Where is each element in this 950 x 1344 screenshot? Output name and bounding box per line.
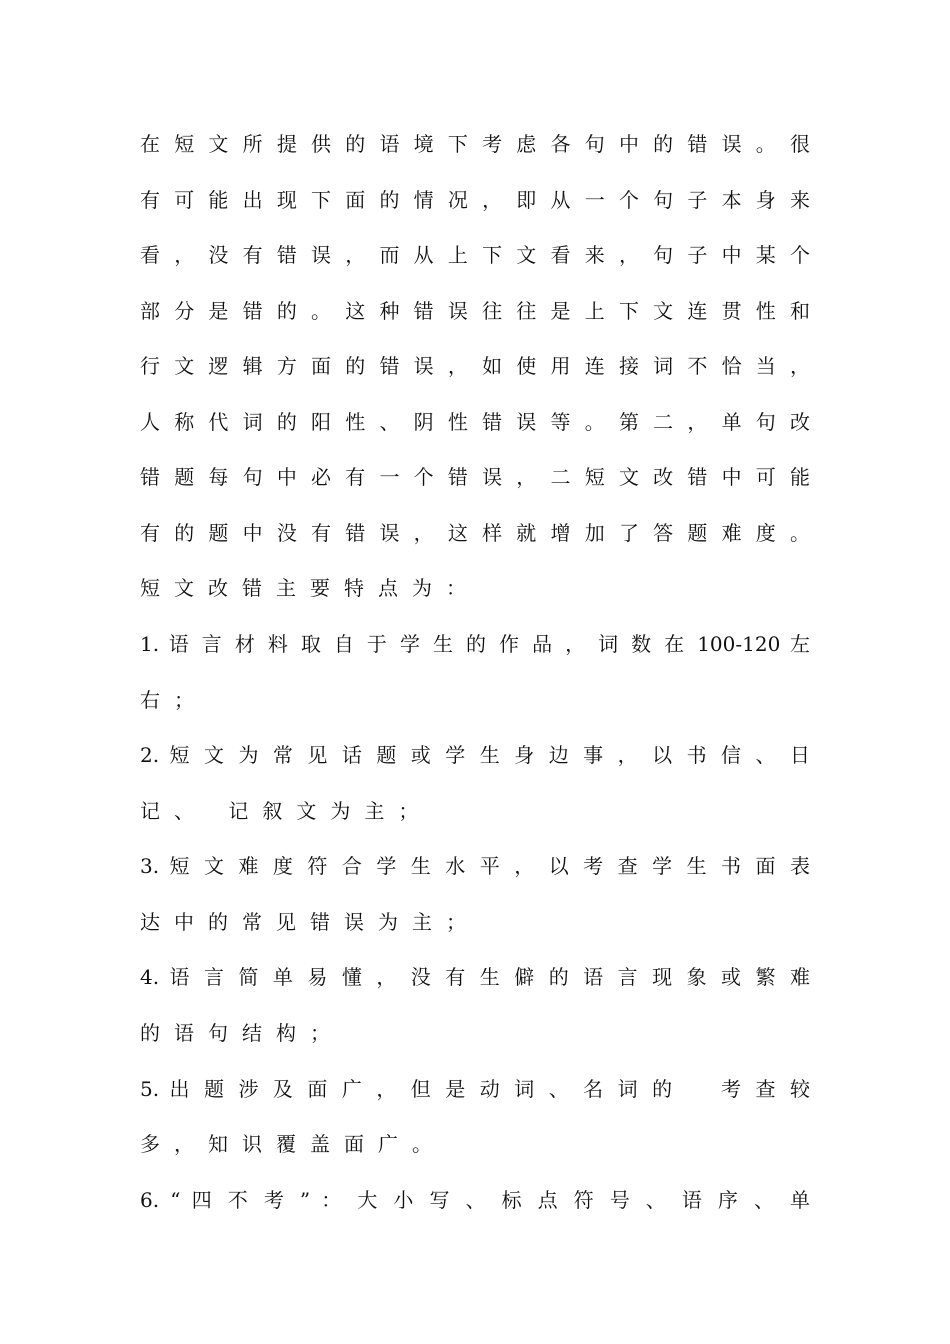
text-line-1: 在 短 文 所 提 供 的 语 境 下 考 虑 各 句 中 的 错 误 。 很 [140, 132, 810, 156]
text-line-8: 有 的 题 中 没 有 错 误 ， 这 样 就 增 加 了 答 题 难 度 。 [140, 521, 810, 545]
list-item-1-line-1: 1. 语 言 材 料 取 自 于 学 生 的 作 品 ， 词 数 在 100-120 左 [140, 632, 810, 656]
list-item-4-line-2: 的语句结构； [140, 1021, 344, 1045]
list-item-4-line-1: 4. 语 言 简 单 易 懂 ， 没 有 生 僻 的 语 言 现 象 或 繁 难 [140, 965, 810, 989]
text-line-6: 人 称 代 词 的 阳 性 、 阴 性 错 误 等 。 第 二 ， 单 句 改 [140, 410, 810, 434]
text-line-4: 部 分 是 错 的 。 这 种 错 误 往 往 是 上 下 文 连 贯 性 和 [140, 299, 810, 323]
list-item-1-line-2: 右； [140, 688, 208, 712]
text-line-3: 看 ， 没 有 错 误 ， 而 从 上 下 文 看 来 ， 句 子 中 某 个 [140, 243, 810, 267]
list-item-2-line-2: 记、 记叙文为主； [140, 799, 433, 823]
list-item-5-line-1: 5. 出 题 涉 及 面 广 ， 但 是 动 词 、 名 词 的 考 查 较 [140, 1077, 810, 1101]
list-item-6-line-1: 6. “ 四 不 考 ” ： 大 小 写 、 标 点 符 号 、 语 序 、 单 [140, 1188, 810, 1212]
list-item-3-line-2: 达中的常见错误为主； [140, 910, 480, 934]
section-heading: 短文改错主要特点为： [140, 576, 480, 600]
text-line-7: 错 题 每 句 中 必 有 一 个 错 误 ， 二 短 文 改 错 中 可 能 [140, 465, 810, 489]
text-line-5: 行 文 逻 辑 方 面 的 错 误 ， 如 使 用 连 接 词 不 恰 当 ， [140, 354, 810, 378]
text-line-2: 有 可 能 出 现 下 面 的 情 况 ， 即 从 一 个 句 子 本 身 来 [140, 188, 810, 212]
list-item-2-line-1: 2. 短 文 为 常 见 话 题 或 学 生 身 边 事 ， 以 书 信 、 日 [140, 743, 810, 767]
list-item-3-line-1: 3. 短 文 难 度 符 合 学 生 水 平 ， 以 考 查 学 生 书 面 表 [140, 854, 810, 878]
list-item-5-line-2: 多，知识覆盖面广。 [140, 1132, 446, 1156]
